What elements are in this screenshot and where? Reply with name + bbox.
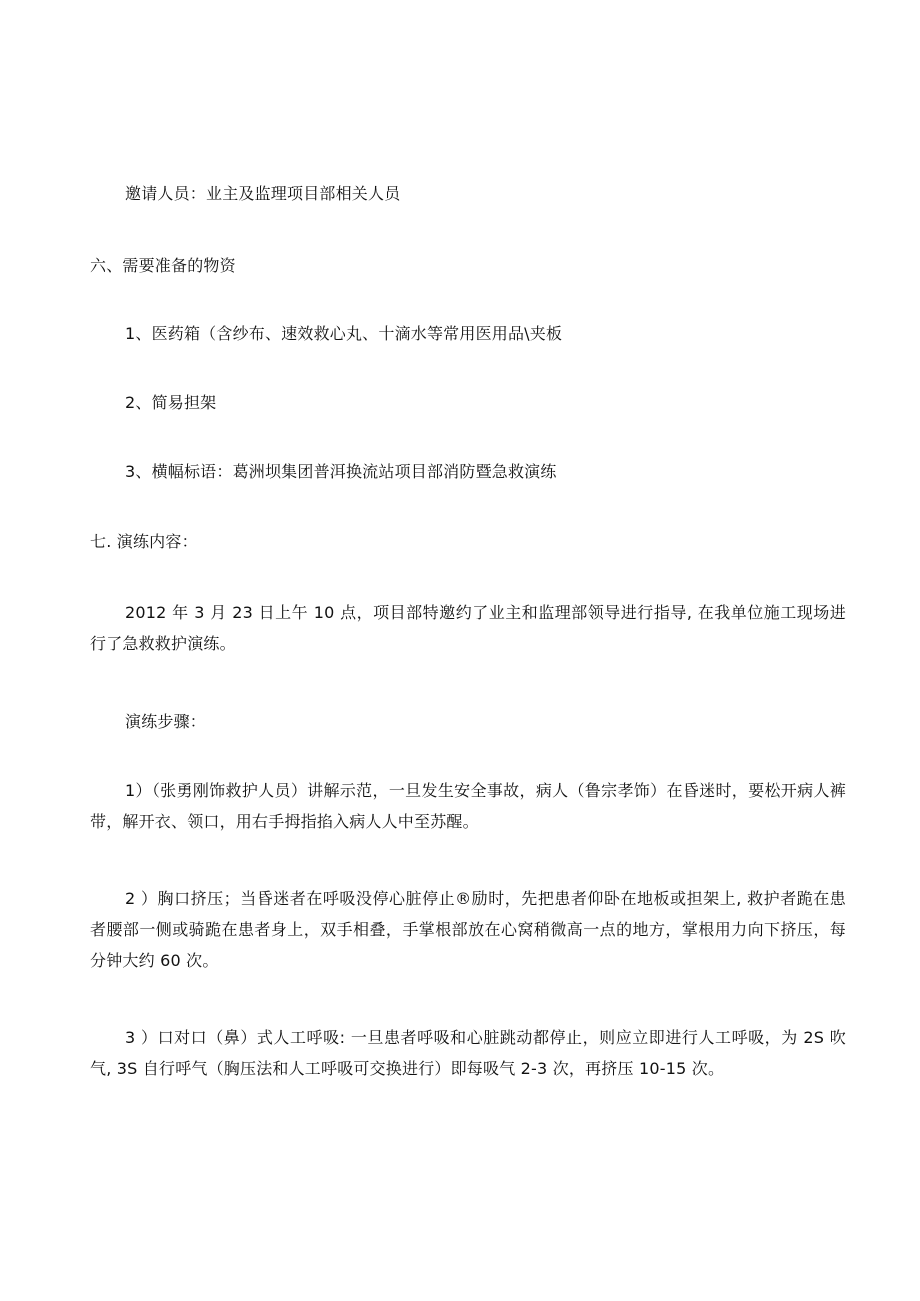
- supply-item-2: 2、简易担架: [125, 393, 217, 412]
- drill-step-1: 1）（张勇刚饰救护人员）讲解示范，一旦发生安全事故，病人（鲁宗孝饰）在昏迷时，要松开病人裤带，解开衣、领口，用右手拇指掐入病人人中至苏醒。: [90, 781, 846, 831]
- section-7-heading: 七. 演练内容：: [90, 532, 198, 551]
- drill-intro-paragraph: 2012 年 3 月 23 日上午 10 点，项目部特邀约了业主和监理部领导进行指导, 在我单位施工现场进行了急救救护演练。: [90, 603, 846, 653]
- drill-step-2: 2 ）胸口挤压；当昏迷者在呼吸没停心脏停止®励时，先把患者仰卧在地板或担架上, 救护者跪在患者腰部一侧或骑跪在患者身上，双手相叠，手掌根部放在心窝稍微高一点的地方，掌根用力向下挤压，每分钟大约 60 次。: [90, 889, 846, 970]
- invitees-line: 邀请人员：业主及监理项目部相关人员: [125, 184, 401, 203]
- drill-step-3: 3 ）口对口（鼻）式人工呼吸: 一旦患者呼吸和心脏跳动都停止，则应立即进行人工呼吸，为 2S 吹气, 3S 自行呼气（胸压法和人工呼吸可交换进行）即每吸气 2-3 次，再挤压 10-15 次。: [90, 1028, 846, 1078]
- section-6-heading: 六、需要准备的物资: [90, 256, 236, 275]
- drill-steps-label: 演练步骤：: [125, 712, 207, 731]
- supply-item-3: 3、横幅标语：葛洲坝集团普洱换流站项目部消防暨急救演练: [125, 462, 557, 481]
- supply-item-1: 1、医药箱（含纱布、速效救心丸、十滴水等常用医用品\夹板: [125, 324, 563, 343]
